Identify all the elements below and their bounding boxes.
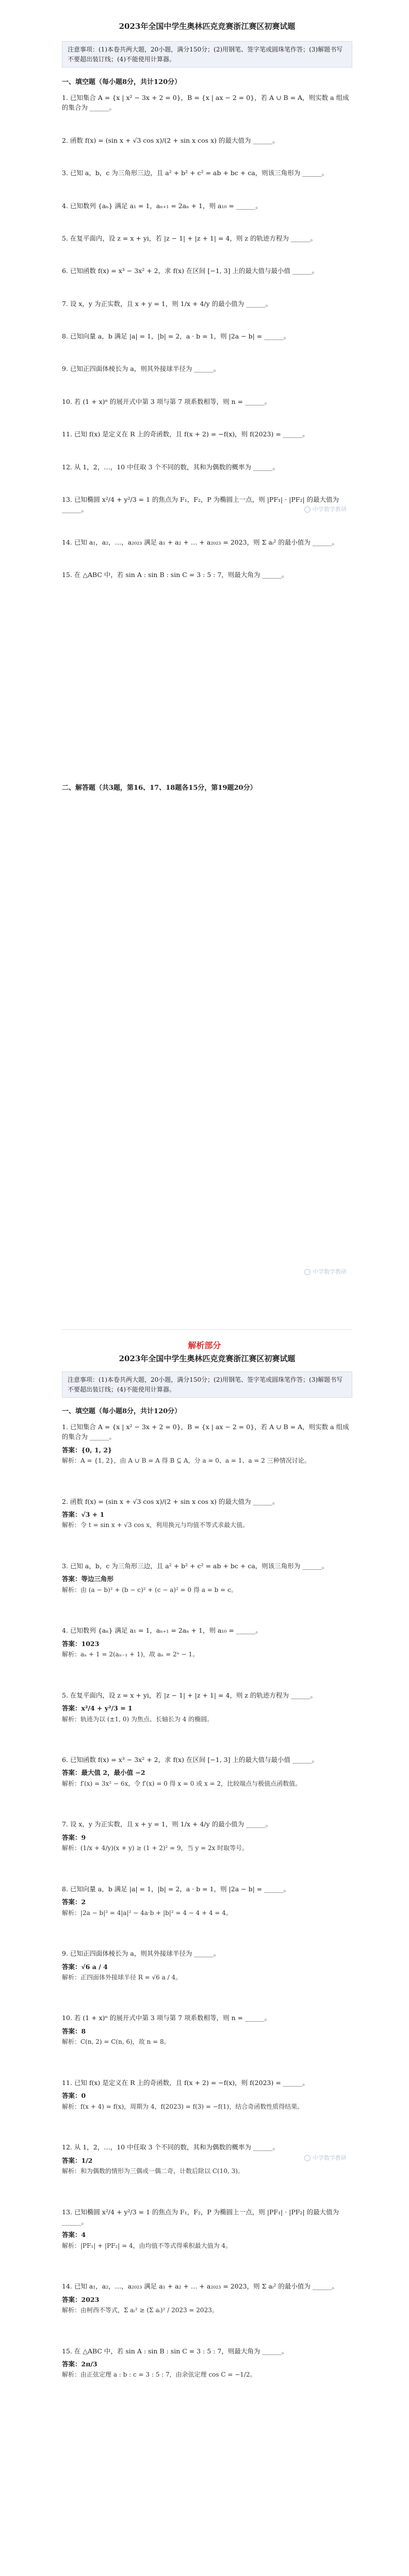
question-4: 4. 已知数列 {aₙ} 满足 a₁ = 1，aₙ₊₁ = 2aₙ + 1，则 a₁₀ = ______。 xyxy=(62,201,262,210)
answer-question: 8. 已知向量 a，b 满足 |a| = 1，|b| = 2，a · b = 1，则 |2a − b| = ______。 xyxy=(62,1885,290,1893)
answer-value: 答案：√3 + 1 xyxy=(62,1511,105,1519)
question-15: 15. 在 △ABC 中，若 sin A : sin B : sin C = 3 : 5 : 7，则最大角为 ______。 xyxy=(62,571,288,579)
answer-question: 4. 已知数列 {aₙ} 满足 a₁ = 1，aₙ₊₁ = 2aₙ + 1，则 a₁₀ = ______。 xyxy=(62,1626,262,1635)
watermark-1 xyxy=(304,505,347,514)
answer-explanation: 解析：A = {1, 2}，由 A ∪ B = A 得 B ⊆ A，分 a = 0、a = 1、a = 2 三种情况讨论。 xyxy=(62,1457,310,1465)
answer-item xyxy=(62,1690,352,1724)
answer-question: 14. 已知 a₁，a₂，…，a₂₀₂₃ 满足 a₁ + a₂ + … + a₂₀₂₃ = 2023，则 Σ aᵢ² 的最小值为 ______。 xyxy=(62,2282,338,2291)
watermark-3 xyxy=(304,2154,347,2162)
section-1-heading: 一、填空题（每小题8分，共计120分） xyxy=(62,78,182,86)
answer-question: 9. 已知正四面体棱长为 a，则其外接球半径为 ______。 xyxy=(62,1950,220,1958)
answer-explanation: 解析：正四面体外接球半径 R = √6 a / 4。 xyxy=(62,1973,182,1981)
solutions-header xyxy=(62,1353,352,1365)
exam-section-1 xyxy=(62,77,352,88)
answer-question: 5. 在复平面内，设 z = x + yi，若 |z − 1| + |z + 1| = 4，则 z 的轨迹方程为 ______。 xyxy=(62,1691,317,1699)
solutions-section-1-heading: 一、填空题（每小题8分，共计120分） xyxy=(62,1408,182,1415)
answer-question: 11. 已知 f(x) 是定义在 R 上的奇函数，且 f(x + 2) = −f(x)，则 f(2023) = ______。 xyxy=(62,2078,309,2087)
watermark-text: 中学数学教研 xyxy=(313,506,347,513)
answer-item xyxy=(62,2013,352,2046)
answer-question: 6. 已知函数 f(x) = x³ − 3x² + 2，求 f(x) 在区间 [−1, 3] 上的最大值与最小值 ______。 xyxy=(62,1756,318,1764)
answer-value: 答案：0 xyxy=(62,2092,86,2100)
answer-value: 答案：{0, 1, 2} xyxy=(62,1446,112,1454)
answer-explanation: 解析：aₙ + 1 = 2(aₙ₋₁ + 1)，故 aₙ = 2ⁿ − 1。 xyxy=(62,1651,199,1658)
answer-explanation: 解析：|2a − b|² = 4|a|² − 4a·b + |b|² = 4 − 4 + 4 = 4。 xyxy=(62,1909,232,1917)
answer-value: 答案：2π/3 xyxy=(62,2360,97,2368)
answer-question: 7. 设 x，y 为正实数，且 x + y = 1，则 1/x + 4/y 的最小值为 ______。 xyxy=(62,1820,272,1828)
solutions-title: 2023年全国中学生奥林匹克竞赛浙江赛区初赛试题 xyxy=(119,1354,296,1363)
watermark-text: 中学数学教研 xyxy=(313,2155,347,2161)
watermark-logo-icon xyxy=(304,1269,310,1275)
answer-value: 答案：等边三角形 xyxy=(62,1575,114,1583)
answer-explanation: 解析：令 t = sin x + √3 cos x，利用换元与均值不等式求最大值。 xyxy=(62,1521,249,1529)
answer-item xyxy=(62,1948,352,1982)
answer-question: 1. 已知集合 A = {x | x² − 3x + 2 = 0}，B = {x | ax − 2 = 0}，若 A ∪ B = A，则实数 a 组成的集合为 ______。 xyxy=(62,1423,349,1441)
answer-item xyxy=(62,1884,352,1918)
watermark-2 xyxy=(304,1267,347,1276)
answer-question: 12. 从 1，2，…，10 中任取 3 个不同的数，其和为偶数的概率为 ______。 xyxy=(62,2143,279,2151)
answer-item xyxy=(62,1625,352,1659)
answer-explanation: 解析：|PF₁| + |PF₂| = 4，由均值不等式得乘积最大值为 4。 xyxy=(62,2242,232,2249)
question-9: 9. 已知正四面体棱长为 a，则其外接球半径为 ______。 xyxy=(62,365,220,373)
solutions-banner: 解析部分 xyxy=(188,1341,221,1350)
answer-explanation: 解析：C(n, 2) = C(n, 6)，故 n = 8。 xyxy=(62,2038,170,2046)
question-14: 14. 已知 a₁，a₂，…，a₂₀₂₃ 满足 a₁ + a₂ + … + a₂₀₂₃ = 2023，则 Σ aᵢ² 的最小值为 ______。 xyxy=(62,538,338,546)
answer-explanation: 解析：f(x + 4) = f(x)，周期为 4，f(2023) = f(3) = −f(1)，结合奇函数性质得结果。 xyxy=(62,2103,304,2110)
question-5: 5. 在复平面内，设 z = x + yi，若 |z − 1| + |z + 1| = 4，则 z 的轨迹方程为 ______。 xyxy=(62,234,317,242)
question-3: 3. 已知 a，b，c 为三角形三边，且 a² + b² + c² = ab + bc + ca，则该三角形为 ______。 xyxy=(62,169,329,177)
divider xyxy=(62,1329,352,1330)
question-7: 7. 设 x，y 为正实数，且 x + y = 1，则 1/x + 4/y 的最小值为 ______。 xyxy=(62,299,272,308)
question-1: 1. 已知集合 A = {x | x² − 3x + 2 = 0}，B = {x | ax − 2 = 0}，若 A ∪ B = A，则实数 a 组成的集合为 ______。 xyxy=(62,94,349,112)
answer-item xyxy=(62,2346,352,2380)
answer-item xyxy=(62,1561,352,1595)
watermark-logo-icon xyxy=(304,2155,310,2161)
answer-explanation: 解析：f′(x) = 3x² − 6x，令 f′(x) = 0 得 x = 0 或 x = 2，比较端点与极值点函数值。 xyxy=(62,1780,302,1787)
answer-question: 15. 在 △ABC 中，若 sin A : sin B : sin C = 3 : 5 : 7，则最大角为 ______。 xyxy=(62,2347,288,2355)
answer-value: 答案：√6 a / 4 xyxy=(62,1962,108,1971)
answer-value: 答案：1/2 xyxy=(62,2156,93,2164)
answer-item xyxy=(62,1422,352,1466)
answer-item xyxy=(62,2207,352,2251)
answer-value: 答案：最大值 2，最小值 −2 xyxy=(62,1769,145,1777)
answer-explanation: 解析：由 (a − b)² + (b − c)² + (c − a)² = 0 得 a = b = c。 xyxy=(62,1586,237,1594)
answer-value: 答案：9 xyxy=(62,1833,86,1841)
question-10: 10. 若 (1 + x)ⁿ 的展开式中第 3 项与第 7 项系数相等，则 n = ______。 xyxy=(62,397,271,405)
question-8: 8. 已知向量 a，b 满足 |a| = 1，|b| = 2，a · b = 1，则 |2a − b| = ______。 xyxy=(62,332,290,340)
answer-list xyxy=(62,1422,352,2411)
answer-explanation: 解析：由柯西不等式，Σ aᵢ² ≥ (Σ aᵢ)² / 2023 = 2023。 xyxy=(62,2306,218,2314)
answer-value: 答案：8 xyxy=(62,2027,86,2035)
exam-header xyxy=(62,21,352,32)
answer-item xyxy=(62,2078,352,2111)
answer-value: 答案：2023 xyxy=(62,2295,100,2303)
watermark-text: 中学数学教研 xyxy=(313,1268,347,1275)
answer-question: 13. 已知椭圆 x²/4 + y²/3 = 1 的焦点为 F₁，F₂，P 为椭圆上一点，则 |PF₁| · |PF₂| 的最大值为 ______。 xyxy=(62,2208,339,2226)
answer-explanation: 解析：轨迹为以 (±1, 0) 为焦点、长轴长为 4 的椭圆。 xyxy=(62,1715,214,1723)
solutions-section-1 xyxy=(62,1406,352,1417)
answer-item xyxy=(62,2281,352,2315)
answer-item xyxy=(62,1497,352,1530)
answer-item xyxy=(62,1755,352,1788)
answer-question: 2. 函数 f(x) = (sin x + √3 cos x)/(2 + sin x cos x) 的最大值为 ______。 xyxy=(62,1497,279,1505)
answer-explanation: 解析：(1/x + 4/y)(x + y) ≥ (1 + 2)² = 9，当 y = 2x 时取等号。 xyxy=(62,1844,249,1852)
exam-title: 2023年全国中学生奥林匹克竞赛浙江赛区初赛试题 xyxy=(119,22,296,31)
question-11: 11. 已知 f(x) 是定义在 R 上的奇函数，且 f(x + 2) = −f(x)，则 f(2023) = ______。 xyxy=(62,430,309,438)
answer-question: 3. 已知 a，b，c 为三角形三边，且 a² + b² + c² = ab + bc + ca，则该三角形为 ______。 xyxy=(62,1562,329,1570)
solutions-note: 注意事项：(1)本卷共两大题，20小题，满分150分；(2)用钢笔、签字笔或圆珠笔作答；(3)解题书写不要超出装订线；(4)不能使用计算器。 xyxy=(62,1371,352,1398)
section-2-heading: 二、解答题（共3题，第16、17、18题各15分，第19题20分） xyxy=(62,784,257,792)
question-6: 6. 已知函数 f(x) = x³ − 3x² + 2，求 f(x) 在区间 [−1, 3] 上的最大值与最小值 ______。 xyxy=(62,267,318,275)
exam-note: 注意事项：(1)本卷共两大题，20小题，满分150分；(2)用钢笔、签字笔或圆珠笔作答；(3)解题书写不要超出装订线；(4)不能使用计算器。 xyxy=(62,41,352,67)
exam-section-2 xyxy=(62,783,352,793)
answer-explanation: 解析：由正弦定理 a : b : c = 3 : 5 : 7，由余弦定理 cos C = −1/2。 xyxy=(62,2371,256,2379)
answer-value: 答案：1023 xyxy=(62,1639,100,1648)
watermark-logo-icon xyxy=(304,506,310,513)
question-12: 12. 从 1，2，…，10 中任取 3 个不同的数，其和为偶数的概率为 ______。 xyxy=(62,463,279,471)
answer-explanation: 解析：和为偶数的情形为三偶或一偶二奇，计数后除以 C(10, 3)。 xyxy=(62,2167,244,2175)
answer-item xyxy=(62,1819,352,1853)
question-13: 13. 已知椭圆 x²/4 + y²/3 = 1 的焦点为 F₁，F₂，P 为椭圆上一点，则 |PF₁| · |PF₂| 的最大值为 ______。 xyxy=(62,495,339,514)
answer-question: 10. 若 (1 + x)ⁿ 的展开式中第 3 项与第 7 项系数相等，则 n = ______。 xyxy=(62,2014,271,2022)
answer-value: 答案：x²/4 + y²/3 = 1 xyxy=(62,1704,133,1713)
answer-value: 答案：4 xyxy=(62,2231,86,2239)
answer-value: 答案：2 xyxy=(62,1898,86,1906)
question-2: 2. 函数 f(x) = (sin x + √3 cos x)/(2 + sin x cos x) 的最大值为 ______。 xyxy=(62,136,279,144)
question-list xyxy=(62,93,352,602)
